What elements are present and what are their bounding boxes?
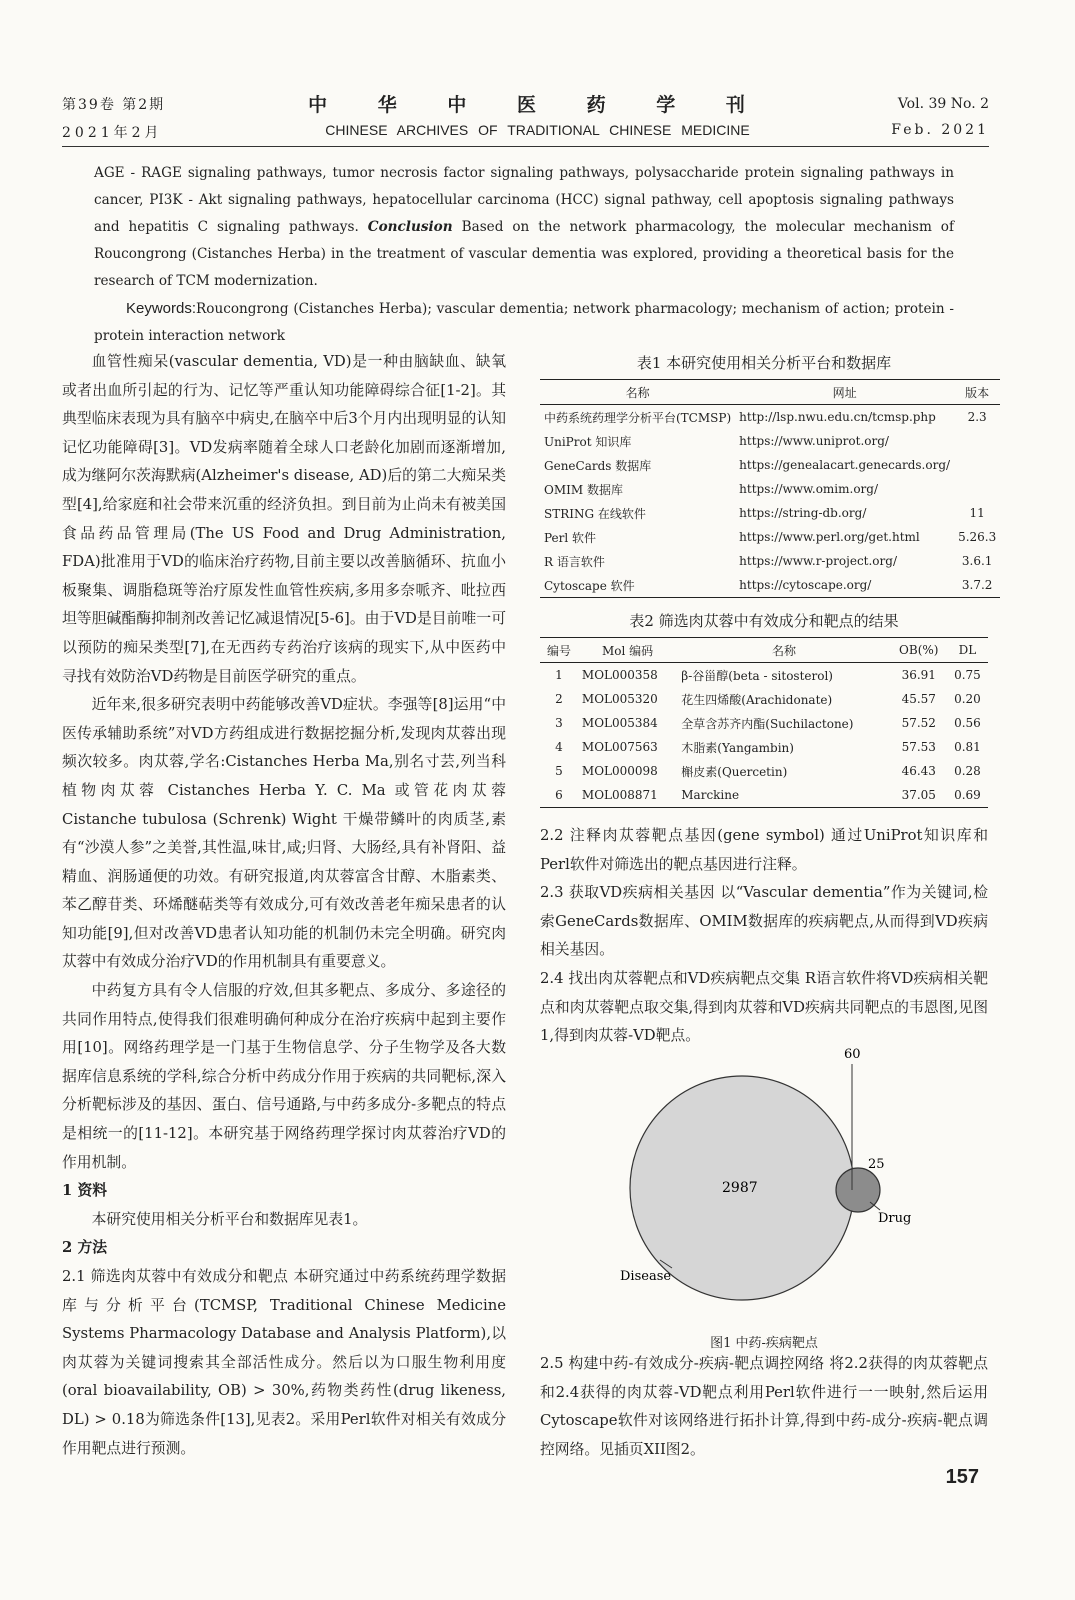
- table-cell: 4: [555, 740, 563, 754]
- table-cell: 0.75: [954, 668, 981, 682]
- table-cell: https://www.uniprot.org/: [739, 434, 889, 448]
- keywords-label: Keywords:: [126, 300, 197, 317]
- table-cell: 6: [555, 788, 563, 802]
- table-cell: MOL000098: [581, 764, 658, 778]
- table-row: [540, 687, 988, 711]
- table-cell: β-谷甾醇(beta - sitosterol): [681, 668, 833, 683]
- table-row: [540, 525, 1000, 549]
- date-en: Feb. 2021: [891, 122, 989, 138]
- table-cell: MOL007563: [581, 740, 658, 754]
- table-cell: 11: [969, 506, 985, 520]
- page-number: 157: [945, 1466, 979, 1488]
- table-cell: MOL008871: [581, 788, 658, 802]
- table-2-caption: 表2 筛选肉苁蓉中有效成分和靶点的结果: [629, 612, 899, 630]
- table-row: [540, 711, 988, 735]
- table-cell: 1: [555, 668, 563, 682]
- table-cell: https://www.omim.org/: [739, 482, 879, 496]
- section-1-text: 本研究使用相关分析平台和数据库见表1。: [91, 1210, 368, 1228]
- volume-issue-en: Vol. 39 No. 2: [897, 96, 989, 112]
- header-rule: [62, 146, 989, 147]
- table-cell: 中药系统药理学分析平台(TCMSP): [544, 410, 732, 425]
- table-cell: 0.20: [954, 692, 981, 706]
- abstract-text-1: AGE - RAGE signaling pathways, tumor necrosis factor signaling pathways, polysaccharide protein signaling pathways in cancer, PI3K - Akt signaling pathways, hepatocellular carcinoma (HCC) signal pathway, cell apoptosis signaling pathways and hepatitis C signaling pathways.: [94, 165, 954, 235]
- table-cell: 木脂素(Yangambin): [681, 740, 794, 755]
- left-column: [62, 348, 506, 1463]
- table-cell: GeneCards 数据库: [544, 458, 652, 473]
- table-cell: STRING 在线软件: [544, 506, 646, 521]
- table-1-header: 版本: [954, 380, 1000, 405]
- table-row: [540, 429, 1000, 453]
- table-cell: [954, 453, 1000, 477]
- table-row: [540, 573, 1000, 598]
- table-cell: OMIM 数据库: [544, 482, 623, 497]
- intro-paragraph-2: 近年来,很多研究表明中药能够改善VD症状。李强等[8]运用“中医传承辅助系统”对VD方药组成进行数据挖掘分析,发现肉苁蓉出现频次较多。肉苁蓉,学名:Cistanches Herba Ma,别名寸芸,列当科植物肉苁蓉 Cistanches Herba Y. C. Ma 或管花肉苁蓉 Cistanche tubulosa (Schrenk) Wight 干燥带鳞叶的肉质茎,素有“沙漠人参”之美誉,其性温,味甘,咸;归肾、大肠经,具有补肾阳、益精血、润肠通便的功效。有研究报道,肉苁蓉富含甘醇、木脂素类、苯乙醇苷类、环烯醚萜类等有效成分,可有效改善老年痴呆患者的认知功能[9],但对改善VD患者认知功能的机制仍未完全明确。研究肉苁蓉中有效成分治疗VD的作用机制具有重要意义。: [62, 696, 506, 971]
- table-cell: 0.56: [954, 716, 981, 730]
- table-cell: 45.57: [901, 692, 936, 706]
- table-cell: http://lsp.nwu.edu.cn/tcmsp.php: [739, 410, 936, 424]
- section-2-3-text: 2.3 获取VD疾病相关基因 以“Vascular dementia”作为关键词,检索GeneCards数据库、OMIM数据库的疾病靶点,从而得到VD疾病相关基因。: [540, 884, 988, 959]
- right-column-lower: [540, 1350, 988, 1464]
- figure-1-caption: 图1 中药-疾病靶点: [710, 1336, 818, 1351]
- table-cell: 0.69: [954, 788, 981, 802]
- section-2-5-text: 2.5 构建中药-有效成分-疾病-靶点调控网络 将2.2获得的肉苁蓉靶点和2.4获得的肉苁蓉-VD靶点利用Perl软件进行一一映射,然后运用Cytoscape软件对该网络进行拓扑计算,得到中药-成分-疾病-靶点调控网络。见插页XII图2。: [540, 1355, 988, 1458]
- table-cell: 花生四烯酸(Arachidonate): [681, 692, 833, 707]
- table-row: [540, 783, 988, 808]
- table-1-caption: 表1 本研究使用相关分析平台和数据库: [636, 354, 892, 372]
- table-cell: R 语言软件: [544, 554, 605, 569]
- figure-1-venn: [600, 1040, 930, 1330]
- table-cell: 37.05: [901, 788, 936, 802]
- table-2-header: 编号: [540, 638, 578, 663]
- section-2-heading: 2 方法: [62, 1239, 108, 1257]
- table-row: [540, 549, 1000, 573]
- keywords-text: Roucongrong (Cistanches Herba); vascular dementia; network pharmacology; mechanism of action; protein - protein interaction network: [94, 301, 954, 344]
- table-1: [540, 379, 1000, 598]
- table-2: [540, 637, 988, 808]
- table-row: [540, 453, 1000, 477]
- table-cell: 3: [555, 716, 563, 730]
- date-cn: 2021年2月: [62, 125, 163, 141]
- table-cell: 槲皮素(Quercetin): [681, 764, 788, 779]
- table-cell: [954, 429, 1000, 453]
- section-2-1-text: 2.1 筛选肉苁蓉中有效成分和靶点 本研究通过中药系统药理学数据库与分析平台(TCMSP, Traditional Chinese Medicine Systems Pharmacology Database and Analysis Platform),以肉苁蓉为关键词搜索其全部活性成分。然后以为口服生物利用度(oral bioavailability, OB) > 30%,药物类药性(drug likeness, DL) > 0.18为筛选条件[13],见表2。采用Perl软件对相关有效成分作用靶点进行预测。: [62, 1268, 506, 1457]
- table-cell: 2.3: [967, 410, 987, 424]
- table-cell: 46.43: [901, 764, 936, 778]
- table-cell: 全草含苏齐内酯(Suchilactone): [681, 716, 854, 731]
- table-cell: Cytoscape 软件: [544, 578, 635, 593]
- table-cell: 2: [555, 692, 563, 706]
- table-cell: https://genealacart.genecards.org/: [739, 458, 951, 472]
- right-column-upper: [540, 822, 988, 1051]
- table-cell: https://www.perl.org/get.html: [739, 530, 920, 544]
- journal-title-cn: 中 华 中 医 药 学 刊: [308, 94, 767, 116]
- journal-title-en: CHINESE ARCHIVES OF TRADITIONAL CHINESE MEDICINE: [325, 122, 750, 138]
- table-2-header: DL: [947, 638, 988, 663]
- table-cell: 5.26.3: [958, 530, 997, 544]
- section-1-heading: 1 资料: [62, 1182, 108, 1200]
- table-2-header: 名称: [677, 638, 890, 663]
- table-cell: UniProt 知识库: [544, 434, 632, 449]
- table-1-header: 名称: [540, 380, 735, 405]
- drug-label: Drug: [878, 1211, 912, 1226]
- table-cell: 3.7.2: [961, 578, 993, 592]
- table-row: [540, 759, 988, 783]
- table-row: [540, 477, 1000, 501]
- table-cell: 5: [555, 764, 563, 778]
- table-cell: 36.91: [901, 668, 936, 682]
- table-cell: https://cytoscape.org/: [739, 578, 872, 592]
- table-cell: MOL000358: [581, 668, 658, 682]
- table-2-block: [540, 610, 988, 808]
- conclusion-label: Conclusion: [367, 219, 453, 235]
- abstract: [94, 160, 954, 350]
- table-cell: 57.53: [901, 740, 936, 754]
- table-cell: 0.81: [954, 740, 981, 754]
- table-row: [540, 405, 1000, 430]
- table-cell: 0.28: [954, 764, 981, 778]
- table-cell: Marckine: [681, 788, 740, 802]
- drug-only-count: 60: [844, 1047, 861, 1062]
- table-1-block: [540, 352, 997, 598]
- table-2-header: Mol 编码: [578, 638, 677, 663]
- section-2-2-text: 2.2 注释肉苁蓉靶点基因(gene symbol) 通过UniProt知识库和Perl软件对筛选出的靶点基因进行注释。: [540, 827, 988, 873]
- table-cell: [954, 477, 1000, 501]
- table-cell: MOL005320: [581, 692, 658, 706]
- intro-paragraph-1: 血管性痴呆(vascular dementia, VD)是一种由脑缺血、缺氧或者出血所引起的行为、记忆等严重认知功能障碍综合征[1-2]。其典型临床表现为具有脑卒中病史,在脑卒中后3个月内出现明显的认知记忆功能障碍[3]。VD发病率随着全球人口老龄化加剧而逐渐增加,成为继阿尔茨海默病(Alzheimer's disease, AD)后的第二大痴呆类型[4],给家庭和社会带来沉重的经济负担。到目前为止尚未有被美国食品药品管理局(The US Food and Drug Administration, FDA)批准用于VD的临床治疗药物,目前主要以改善脑循环、抗血小板聚集、调脂稳斑等治疗原发性血管性疾病,多用多奈哌齐、吡拉西坦等胆碱酯酶抑制剂改善记忆减退情况[5-6]。由于VD是目前唯一可以预防的痴呆类型[7],在无西药专药治疗该病的现实下,从中医药中寻找有效防治VD药物是目前医学研究的重点。: [62, 353, 506, 685]
- drug-circle: [836, 1168, 880, 1212]
- table-row: [540, 735, 988, 759]
- volume-issue-cn: 第39卷 第2期: [62, 97, 166, 113]
- table-cell: https://www.r-project.org/: [739, 554, 897, 568]
- table-cell: MOL005384: [581, 716, 658, 730]
- abstract-text-2: Based on the network pharmacology, the molecular mechanism of Roucongrong (Cistanches Herba) in the treatment of vascular dementia was explored, providing a theoretical basis for the research of TCM modernization.: [94, 219, 955, 289]
- table-cell: Perl 软件: [544, 530, 597, 545]
- table-cell: 57.52: [901, 716, 936, 730]
- disease-label: Disease: [620, 1269, 672, 1284]
- table-cell: 3.6.1: [961, 554, 993, 568]
- table-cell: https://string-db.org/: [739, 506, 867, 520]
- table-row: [540, 663, 988, 688]
- section-2-4-text: 2.4 找出肉苁蓉靶点和VD疾病靶点交集 R语言软件将VD疾病相关靶点和肉苁蓉靶点取交集,得到肉苁蓉和VD疾病共同靶点的韦恩图,见图1,得到肉苁蓉-VD靶点。: [540, 969, 988, 1045]
- intro-paragraph-3: 中药复方具有令人信服的疗效,但其多靶点、多成分、多途径的共同作用特点,使得我们很难明确何种成分在治疗疾病中起到主要作用[10]。网络药理学是一门基于生物信息学、分子生物学及各大数据库信息系统的学科,综合分析中药成分作用于疾病的共同靶标,深入分析靶标涉及的基因、蛋白、信号通路,与中药多成分-多靶点的特点是相统一的[11-12]。本研究基于网络药理学探讨肉苁蓉治疗VD的作用机制。: [62, 982, 506, 1171]
- disease-only-count: 2987: [722, 1180, 758, 1196]
- table-row: [540, 501, 1000, 525]
- overlap-count: 25: [868, 1157, 885, 1172]
- table-2-header: OB(%): [891, 638, 947, 663]
- table-1-header: 网址: [735, 380, 954, 405]
